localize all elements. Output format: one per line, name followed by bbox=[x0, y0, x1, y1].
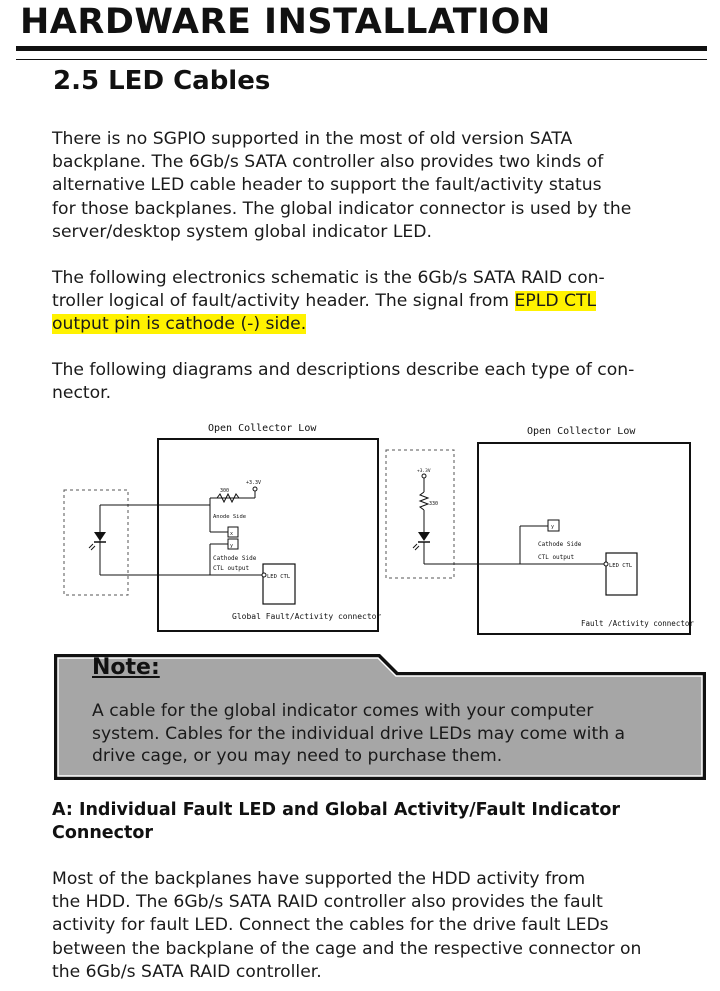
subsection-heading bbox=[52, 799, 620, 844]
right-ctl-label: CTL output bbox=[538, 554, 575, 561]
p4-line: the 6Gb/s SATA RAID controller. bbox=[52, 961, 322, 982]
p1-line: server/desktop system global indicator LED. bbox=[52, 221, 432, 242]
right-ledctl-chip bbox=[606, 553, 637, 595]
left-cathode-label: Cathode Side bbox=[213, 555, 257, 562]
paragraph-diagrams bbox=[52, 359, 702, 405]
left-vcc-label: +3.3V bbox=[246, 480, 262, 486]
p4-line: the HDD. The 6Gb/s SATA RAID controller also provides the fault bbox=[52, 892, 603, 913]
led-schematic-diagram bbox=[60, 420, 710, 635]
left-caption: Global Fault/Activity connector bbox=[232, 612, 382, 621]
paragraph-backplanes bbox=[52, 868, 702, 984]
left-ctl-label: CTL output bbox=[213, 565, 250, 572]
right-resistor-icon bbox=[420, 492, 428, 510]
note-line: system. Cables for the individual drive LEDs may come with a bbox=[92, 723, 626, 744]
left-pin-y-label: y bbox=[230, 543, 234, 549]
header-rule-thin bbox=[16, 59, 707, 60]
p4-line: activity for fault LED. Connect the cables for the drive fault LEDs bbox=[52, 915, 609, 936]
header-rule-thick bbox=[16, 46, 707, 51]
right-controller-box bbox=[478, 443, 690, 634]
p2-plain: troller logical of fault/activity header. The signal from bbox=[52, 291, 515, 312]
p2-line: The following electronics schematic is the 6Gb/s SATA RAID con- bbox=[52, 268, 605, 288]
p4-line: Most of the backplanes have supported the HDD activity from bbox=[52, 869, 586, 889]
left-pin-x-label: x bbox=[230, 531, 234, 537]
left-anode-label: Anode Side bbox=[213, 514, 247, 520]
highlight-text: EPLD CTL bbox=[514, 291, 597, 312]
paragraph-sgpio bbox=[52, 128, 702, 244]
p1-line: for those backplanes. The global indicator connector is used by the bbox=[52, 198, 632, 219]
p1-line: backplane. The 6Gb/s SATA controller also provides two kinds of bbox=[52, 152, 604, 173]
page-header-title: HARDWARE INSTALLATION bbox=[20, 2, 551, 42]
section-title: 2.5 LED Cables bbox=[53, 66, 271, 96]
p1-line: alternative LED cable header to support the fault/activity status bbox=[52, 175, 602, 196]
right-ledctl-label: LED CTL bbox=[609, 563, 633, 569]
subsection-line: Connector bbox=[52, 822, 154, 843]
p2-line bbox=[52, 313, 702, 336]
paragraph-schematic bbox=[52, 267, 702, 337]
left-ledctl-label: LED CTL bbox=[267, 574, 291, 580]
note-title: Note: bbox=[92, 655, 160, 680]
p3-line: The following diagrams and descriptions describe each type of con- bbox=[52, 360, 635, 380]
p3-line: nector. bbox=[52, 383, 112, 404]
highlight-text: output pin is cathode (-) side. bbox=[52, 314, 307, 335]
note-text bbox=[92, 700, 702, 768]
left-led-icon bbox=[94, 532, 106, 541]
right-diagram-title: Open Collector Low bbox=[527, 426, 636, 437]
p1-line: There is no SGPIO supported in the most of old version SATA bbox=[52, 129, 573, 149]
right-pin-y-label: y bbox=[551, 524, 555, 530]
right-vcc-label: +3.3V bbox=[417, 469, 431, 474]
subsection-line: A: Individual Fault LED and Global Activity/Fault Indicator bbox=[52, 800, 621, 820]
left-resistor-label: 300 bbox=[220, 488, 230, 494]
left-ledctl-chip bbox=[263, 564, 295, 604]
right-resistor-label: 330 bbox=[429, 501, 439, 507]
right-cathode-label: Cathode Side bbox=[538, 541, 582, 548]
left-diagram-title: Open Collector Low bbox=[208, 423, 317, 434]
note-line: drive cage, or you may need to purchase them. bbox=[92, 746, 503, 766]
p2-line bbox=[52, 290, 702, 313]
p4-line: between the backplane of the cage and the respective connector on bbox=[52, 938, 642, 959]
note-line: A cable for the global indicator comes with your computer bbox=[92, 701, 594, 721]
right-caption: Fault /Activity connector bbox=[581, 619, 694, 628]
right-led-icon bbox=[418, 532, 430, 541]
